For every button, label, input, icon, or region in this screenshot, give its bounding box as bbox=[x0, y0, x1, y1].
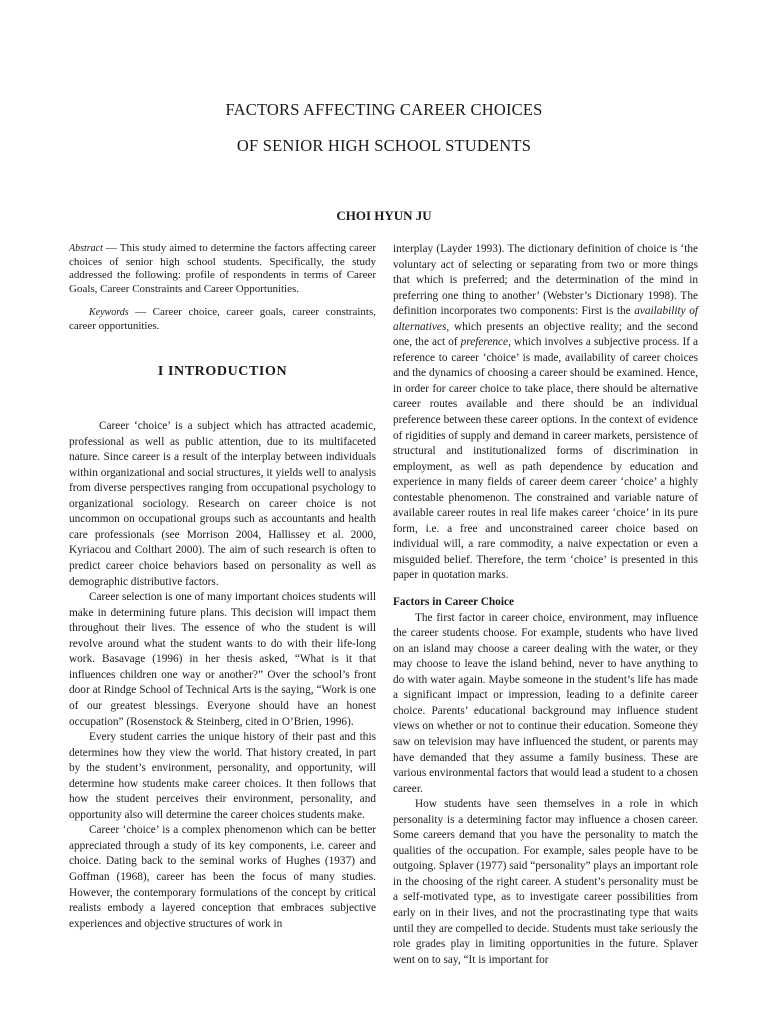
body-paragraph: Career selection is one of many important choices students will make in determining future plans. This decision will impact them throughout their lives. The essence of who the student is will revolve around what the student wants to do with their life-long work. Basavage (1996) in her thesis asked, “What is it that influences children one way or another?” Over the school’s front door at Rindge School of Technical Arts is the saying, “Work is one of our greatest blessings. Everyone should have an honest occupation” (Rosenstock & Steinberg, cited in O’Brien, 1996). bbox=[69, 591, 376, 728]
body-paragraph-continued bbox=[393, 242, 698, 584]
body-paragraph: Career ‘choice’ is a subject which has attracted academic, professional as well as public attention, due to its multifaceted nature. Since career is a result of the interplay between individuals within organizational and social structures, it yields well to analysis from diverse perspectives ranging from occupational psychology to organizational sociology. Research on career choice is not uncommon on occupational groups such as accountants and health care professionals (see Morrison 2004, Hallissey et al. 2000, Kyriacou and Colthart 2000). The aim of such research is often to predict career choice behaviors based on personality as well as demographic distributive factors. bbox=[69, 420, 376, 588]
paper-title-line-2: OF SENIOR HIGH SCHOOL STUDENTS bbox=[236, 136, 532, 155]
keywords-label: Keywords bbox=[89, 307, 129, 319]
body-paragraph: Career ‘choice’ is a complex phenomenon which can be better appreciated through a study of its key components, i.e. career and choice. Dating back to the seminal works of Hughes (1937) and Goffman (1968), career has been the focus of many studies. However, the contemporary formulations of the concept by critical realists embody a layered conception that embraces subjective experiences and objective structures of work in bbox=[69, 824, 376, 930]
abstract bbox=[69, 242, 376, 296]
keywords-text: — Career choice, career goals, career constraints, career opportunities. bbox=[69, 306, 376, 332]
emphasis-text: availability of alternatives, bbox=[393, 305, 698, 333]
abstract-text: — This study aimed to determine the factors affecting career choices of senior high school students. Specifically, the study addressed the following: profile of respondents in terms of Career Goals, Career Constraints and Career Opportunities. bbox=[69, 242, 376, 295]
text-run: which involves a subjective process. If a reference to career ‘choice’ is made, availability of career choices and the dynamics of choosing a career should be examined. Hence, in order for career choice to take place, there should be alternative career routes available and there should be an individual preference between these career options. In the context of evidence of rigidities of supply and demand in career markets, persistence of structural and institutionalized forms of discrimination in employment, as well as path dependence by education and experience in many fields of career deem career ‘choice’ a highly contestable phenomenon. The constrained and variable nature of available career routes in real life makes career ‘choice’ in its pure form, i.e. a free and unconstrained career choice based on individual will, a rare commodity, a naive expectation or even a misguided belief. Therefore, the term ‘choice’ is presented in this paper in quotation marks. bbox=[393, 336, 699, 582]
body-paragraph: How students have seen themselves in a role in which personality is a determining factor may influence a chosen career. Some careers demand that you have the personality to match the qualities of the occupation. For example, sales people have to be outgoing. Splaver (1977) said “personality” plays an important role in the choosing of the right career. A student’s personality must be a self-motivated type, as to investigate career possibilities from early on in their lives, and not the procrastinating type that waits until they are compelled to decide. Students must take seriously the role grades play in limiting opportunities in the future. Splaver went on to say, “It is important for bbox=[393, 798, 698, 966]
text-run: interplay (Layder 1993). The dictionary definition of choice is ‘the voluntary act of selecting or separating from two or more things that which is preferred; and the determination of the mind in preferring one thing to another’ (Webster’s Dictionary 1998). The definition incorporates two components: First is the bbox=[393, 243, 698, 318]
keywords bbox=[69, 306, 376, 333]
left-column bbox=[69, 242, 376, 932]
text-run: which presents an objective reality; and the second one, the act of bbox=[393, 320, 698, 349]
subsection-heading: Factors in Career Choice bbox=[393, 596, 514, 609]
body-paragraph: The first factor in career choice, environment, may influence the career students choose. For example, students who have lived on an island may choose a career dealing with the water, or they may choose to leave the island behind, never to have anything to do with water again. Maybe someone in the student’s life has made a significant impact or impression, leading to a definite career choice. Parents’ educational background may influence student views on whether or not to continue their education. Someone they saw on television may have influenced the student, or parents may have demanded that they assume a family business. These are various environmental factors that would lead a student to a chosen career. bbox=[393, 611, 698, 795]
paper-title-line-1: FACTORS AFFECTING CAREER CHOICES bbox=[225, 100, 543, 119]
right-column bbox=[393, 242, 698, 968]
section-heading: I INTRODUCTION bbox=[157, 363, 288, 379]
body-paragraph: Every student carries the unique history of their past and this determines how they view the world. That history created, in part by the student’s environment, personality, and opportunity, will determine how students make career choices. It then follows that how the student perceives their environment, personality, and opportunity also will determine the career choices students make. bbox=[69, 731, 376, 821]
emphasis-text: preference, bbox=[460, 336, 511, 349]
author-name: CHOI HYUN JU bbox=[336, 208, 432, 223]
abstract-label: Abstract bbox=[69, 243, 103, 254]
